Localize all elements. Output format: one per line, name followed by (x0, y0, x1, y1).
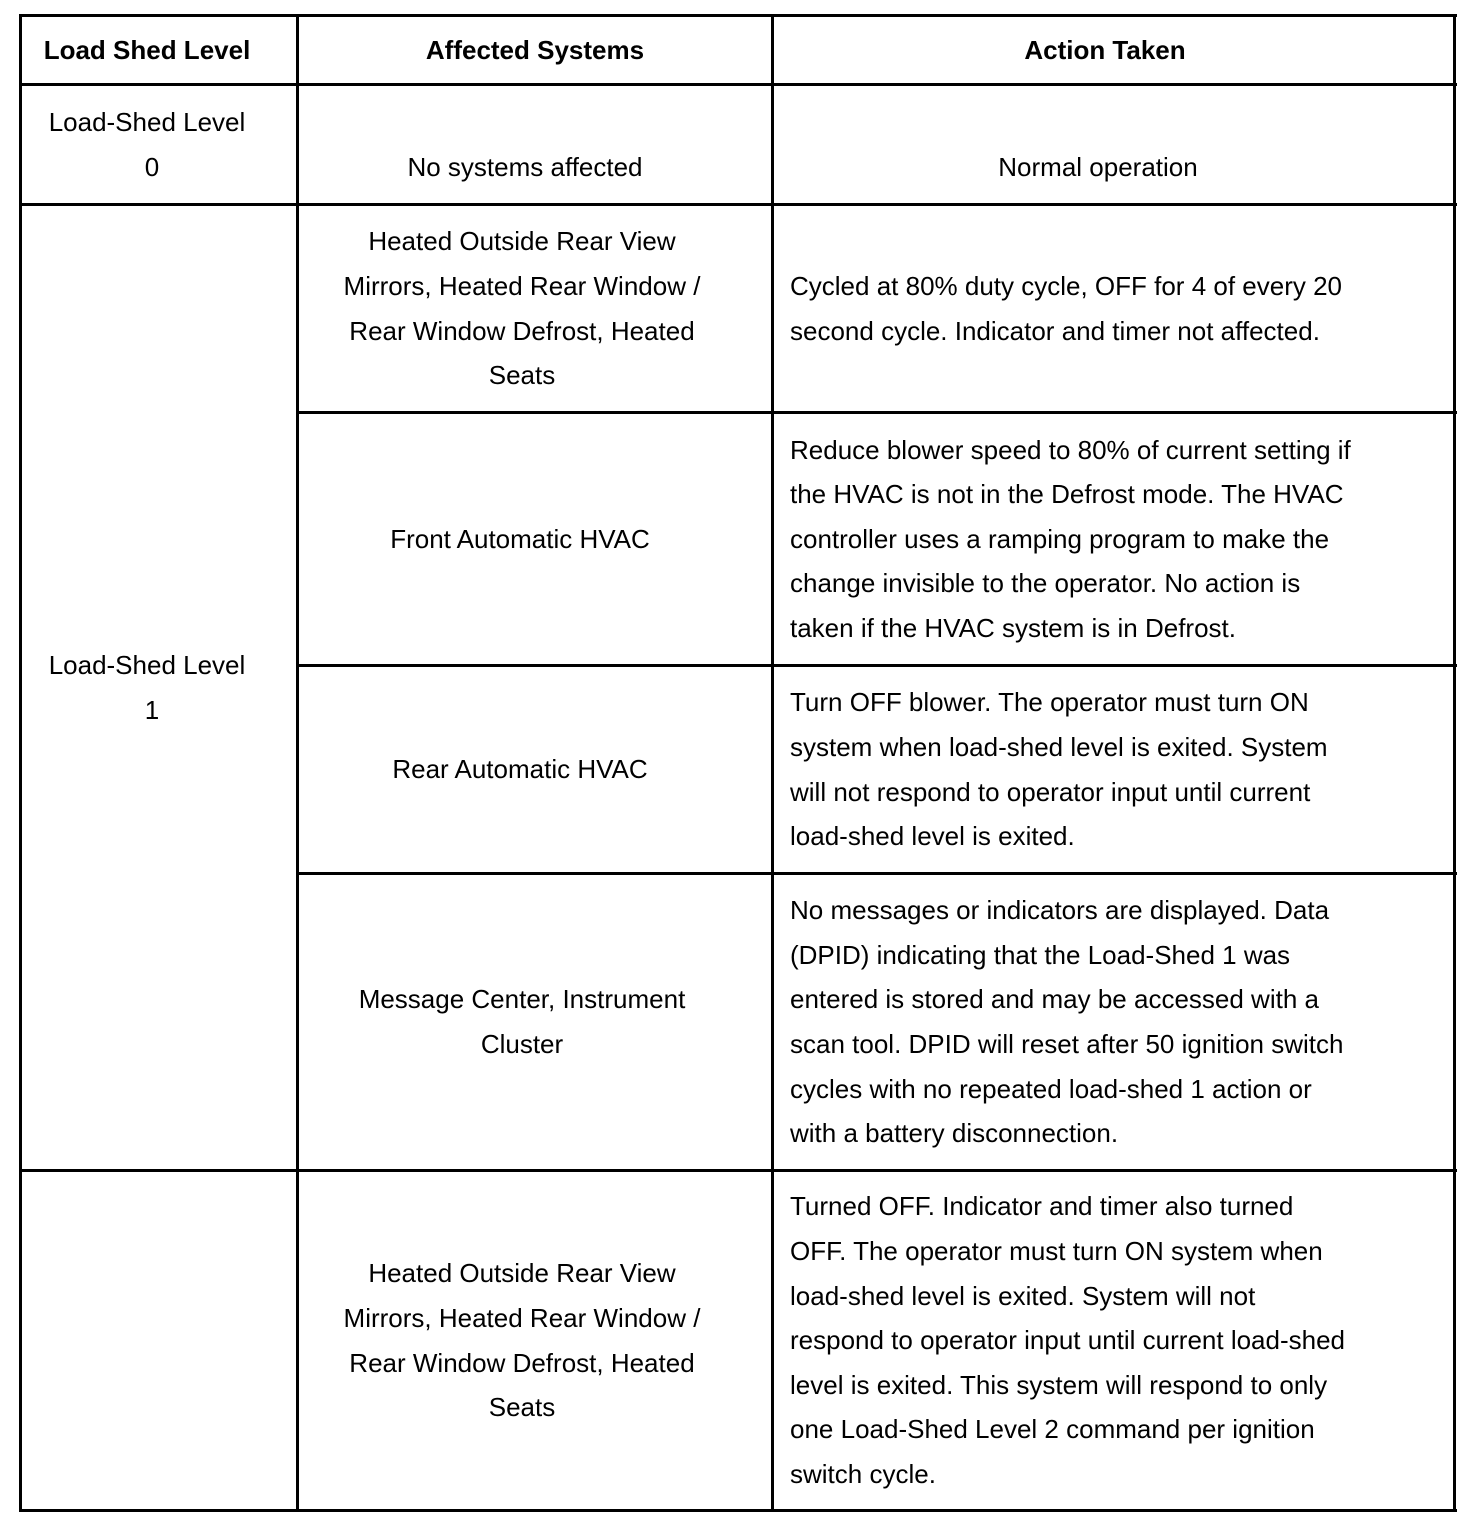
level0-label (22, 100, 272, 190)
text-line: Seats (488, 360, 556, 391)
level1-row2-action (790, 414, 1440, 664)
level1-row1-action (790, 206, 1440, 411)
header-load-shed-level (22, 17, 272, 83)
level0-action (774, 145, 1422, 190)
text-line: the HVAC is not in the Defrost mode. The HVAC (790, 479, 1344, 510)
text-line: respond to operator input until current load-shed (790, 1325, 1346, 1356)
text-line: system when load-shed level is exited. System (790, 731, 1328, 762)
text-line: Cluster (480, 1029, 564, 1059)
text-line: Seats (488, 1392, 556, 1423)
text-line: OFF. The operator must turn ON system when (790, 1236, 1323, 1267)
text-line: Message Center, Instrument (358, 984, 686, 1015)
text-line: change invisible to the operator. No action is (790, 568, 1301, 599)
rule-bottom (19, 1509, 1457, 1512)
level0-systems (299, 145, 751, 190)
text-line: Turned OFF. Indicator and timer also turned (790, 1191, 1294, 1222)
header-load-shed-level-text: Load Shed Level (43, 34, 251, 65)
text-line: one Load-Shed Level 2 command per ignition (790, 1414, 1315, 1445)
text-line: entered is stored and may be accessed with a (790, 984, 1319, 1015)
level0-action-text: Normal operation (998, 152, 1198, 183)
rule-col2 (771, 14, 774, 1512)
text-line: Rear Window Defrost, Heated (349, 315, 695, 346)
level1-row1-systems (299, 206, 745, 411)
level2-row1-action (790, 1172, 1440, 1509)
level1-label-line1: Load-Shed Level (48, 649, 246, 680)
text-line: Heated Outside Rear View (368, 1258, 676, 1289)
text-line: Rear Automatic HVAC (392, 754, 648, 785)
rule-below-header (19, 83, 1457, 86)
text-line: load-shed level is exited. (790, 821, 1075, 852)
text-line: No messages or indicators are displayed. Data (790, 895, 1330, 926)
header-affected-systems (299, 17, 771, 83)
level0-label-line1: Load-Shed Level (48, 107, 246, 137)
level1-row4-action (790, 875, 1440, 1169)
text-line: Rear Window Defrost, Heated (349, 1347, 695, 1378)
text-line: taken if the HVAC system is in Defrost. (790, 612, 1236, 643)
level1-label (22, 206, 272, 1169)
level1-label-line2: 1 (144, 694, 160, 725)
text-line: scan tool. DPID will reset after 50 ignition switch (790, 1029, 1344, 1059)
level1-row3-action (790, 667, 1440, 872)
text-line: Cycled at 80% duty cycle, OFF for 4 of every 20 (790, 270, 1343, 301)
text-line: Mirrors, Heated Rear Window / (343, 1302, 701, 1333)
text-line: Front Automatic HVAC (390, 523, 650, 554)
text-line: with a battery disconnection. (790, 1118, 1119, 1149)
text-line: controller uses a ramping program to make the (790, 523, 1330, 554)
level1-row4-systems (299, 875, 745, 1169)
text-line: switch cycle. (790, 1458, 936, 1489)
text-line: level is exited. This system will respond to only (790, 1369, 1328, 1400)
level1-row3-systems (299, 667, 741, 872)
text-line: Reduce blower speed to 80% of current setting if (790, 434, 1351, 465)
level1-row2-systems (299, 414, 741, 664)
level2-row1-systems (299, 1172, 745, 1509)
header-action-taken-text: Action Taken (1024, 34, 1186, 65)
text-line: Heated Outside Rear View (368, 226, 676, 257)
level0-systems-text: No systems affected (407, 152, 643, 183)
text-line: will not respond to operator input until current (790, 776, 1311, 807)
text-line: load-shed level is exited. System will not (790, 1280, 1256, 1311)
text-line: (DPID) indicating that the Load-Shed 1 was (790, 939, 1291, 970)
header-action-taken (774, 17, 1436, 83)
text-line: Mirrors, Heated Rear Window / (343, 270, 701, 301)
level2-label (22, 1172, 296, 1509)
level0-label-line2: 0 (144, 151, 160, 182)
header-affected-systems-text: Affected Systems (425, 34, 645, 65)
text-line: second cycle. Indicator and timer not affected. (790, 315, 1320, 346)
rule-right (1453, 14, 1456, 1512)
text-line: Turn OFF blower. The operator must turn ON (790, 687, 1309, 718)
text-line: cycles with no repeated load-shed 1 action or (790, 1073, 1312, 1104)
